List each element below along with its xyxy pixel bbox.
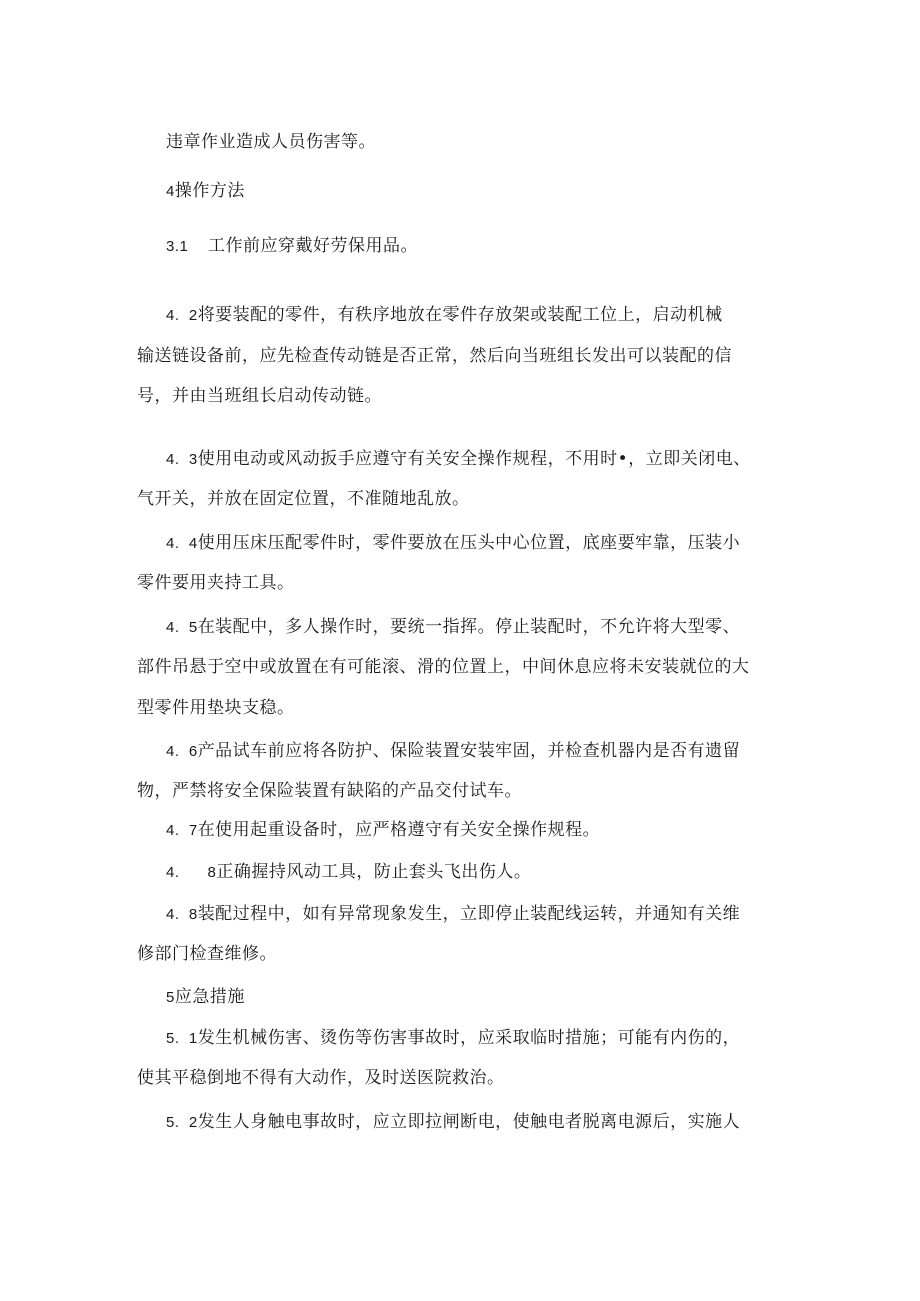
line-text: 零件要用夹持工具。 — [137, 573, 295, 593]
line-text: 使其平稳倒地不得有大动作，及时送医院救治。 — [137, 1068, 505, 1088]
section-heading — [166, 179, 245, 204]
paragraph-line — [166, 234, 418, 259]
line-text: 使用电动或风动扳手应遵守有关安全操作规程，不用时•，立即关闭电、 — [197, 449, 751, 469]
item-number: 4. 2 — [166, 307, 198, 324]
section-heading — [166, 985, 245, 1010]
line-text: 装配过程中，如有异常现象发生，立即停止装配线运转，并通知有关维 — [197, 904, 741, 924]
line-text: 将要装配的零件，有秩序地放在零件存放架或装配工位上，启动机械 — [197, 305, 723, 325]
line-text: 型零件用垫块支稳。 — [137, 698, 295, 718]
section-title: 操作方法 — [174, 181, 245, 201]
line-text: 在装配中，多人操作时，要统一指挥。停止装配时，不允许将大型零、 — [197, 617, 741, 637]
line-text: 违章作业造成人员伤害等。 — [166, 132, 376, 152]
paragraph-line — [137, 779, 522, 803]
item-number: 4. 8 — [166, 864, 217, 881]
line-text: 部件吊悬于空中或放置在有可能滚、滑的位置上，中间休息应将未安装就位的大 — [137, 657, 750, 677]
paragraph-line — [137, 655, 750, 679]
section-number: 5 — [166, 989, 175, 1006]
line-text: 输送链设备前，应先检查传动链是否正常，然后向当班组长发出可以装配的信 — [137, 346, 732, 366]
line-text: 号，并由当班组长启动传动链。 — [137, 386, 382, 406]
paragraph-line — [166, 1110, 740, 1135]
line-text: 工作前应穿戴好劳保用品。 — [208, 236, 418, 256]
line-text: 修部门检查维修。 — [137, 944, 277, 964]
paragraph-line — [137, 942, 277, 966]
paragraph-line — [166, 531, 740, 556]
line-text: 气开关，并放在固定位置，不准随地乱放。 — [137, 489, 470, 509]
line-text: 物，严禁将安全保险装置有缺陷的产品交付试车。 — [137, 781, 522, 801]
line-text: 在使用起重设备时，应严格遵守有关安全操作规程。 — [197, 820, 601, 840]
paragraph-line — [166, 739, 740, 764]
paragraph-line — [137, 384, 382, 408]
paragraph-line — [166, 902, 740, 927]
line-text: 正确握持风动工具，防止套头飞出伤人。 — [216, 862, 532, 882]
item-number: 3.1 — [166, 238, 189, 255]
line-text: 产品试车前应将各防护、保险装置安装牢固，并检查机器内是否有遗留 — [197, 741, 741, 761]
item-number: 5. 1 — [166, 1030, 198, 1047]
paragraph-line — [166, 130, 376, 154]
item-number: 4. 8 — [166, 906, 198, 923]
section-title: 应急措施 — [174, 987, 245, 1007]
line-text: 发生人身触电事故时，应立即拉闸断电，使触电者脱离电源后，实施人 — [197, 1112, 741, 1132]
paragraph-line — [166, 303, 723, 328]
paragraph-line — [137, 1066, 505, 1090]
item-number: 4. 6 — [166, 743, 198, 760]
paragraph-line — [137, 571, 295, 595]
item-number: 4. 3 — [166, 451, 198, 468]
item-number: 5. 2 — [166, 1114, 198, 1131]
item-number: 4. 5 — [166, 619, 198, 636]
paragraph-line — [137, 487, 470, 511]
paragraph-line — [166, 1026, 740, 1051]
paragraph-line — [137, 344, 732, 368]
paragraph-line — [166, 860, 531, 885]
paragraph-line — [166, 447, 751, 472]
paragraph-line — [137, 696, 295, 720]
paragraph-line — [166, 818, 600, 843]
section-number: 4 — [166, 183, 175, 200]
line-text: 发生机械伤害、烫伤等伤害事故时，应采取临时措施；可能有内伤的， — [197, 1028, 741, 1048]
item-number: 4. 4 — [166, 535, 198, 552]
item-number: 4. 7 — [166, 822, 198, 839]
line-text: 使用压床压配零件时，零件要放在压头中心位置，底座要牢靠，压装小 — [197, 533, 741, 553]
paragraph-line — [166, 615, 740, 640]
